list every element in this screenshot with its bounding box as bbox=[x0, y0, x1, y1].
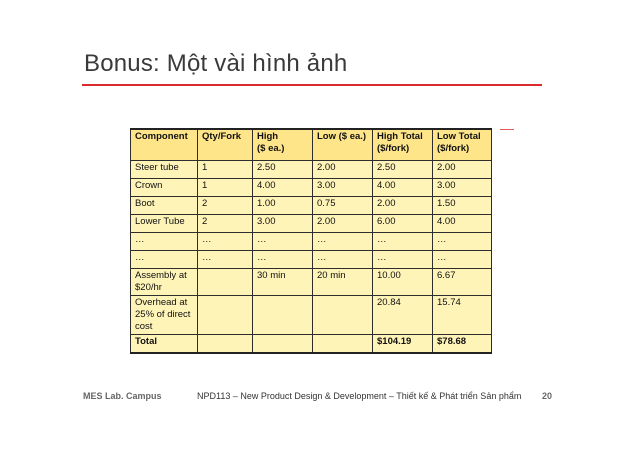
table-cell: 0.75 bbox=[313, 197, 373, 215]
table-row bbox=[131, 197, 492, 215]
table-header-row bbox=[131, 129, 492, 161]
table-cell: 3.00 bbox=[253, 215, 313, 233]
table-cell: 4.00 bbox=[253, 179, 313, 197]
table-cell: … bbox=[373, 233, 433, 251]
table-cell bbox=[253, 335, 313, 354]
table-cell: 2 bbox=[198, 197, 253, 215]
table-cell: Lower Tube bbox=[131, 215, 198, 233]
table-cell bbox=[198, 335, 253, 354]
table-row bbox=[131, 296, 492, 335]
title-divider bbox=[82, 84, 542, 86]
table-cell: 20 min bbox=[313, 269, 373, 296]
table-cell: … bbox=[198, 233, 253, 251]
table-row bbox=[131, 161, 492, 179]
table-cell: Boot bbox=[131, 197, 198, 215]
table-cell: 1 bbox=[198, 161, 253, 179]
header-high: High ($ ea.) bbox=[253, 129, 313, 161]
table-cell: Steer tube bbox=[131, 161, 198, 179]
table-cell: 30 min bbox=[253, 269, 313, 296]
table-cell: $78.68 bbox=[433, 335, 492, 354]
table-cell: Assembly at $20/hr bbox=[131, 269, 198, 296]
table-cell: 2.50 bbox=[253, 161, 313, 179]
footer-lab-name: MES Lab. Campus bbox=[83, 391, 162, 401]
table-cell: 4.00 bbox=[433, 215, 492, 233]
table-row bbox=[131, 179, 492, 197]
header-low: Low ($ ea.) bbox=[313, 129, 373, 161]
header-component: Component bbox=[131, 129, 198, 161]
table-cell: 10.00 bbox=[373, 269, 433, 296]
table-row bbox=[131, 251, 492, 269]
table-cell: … bbox=[313, 251, 373, 269]
table-cell: 3.00 bbox=[433, 179, 492, 197]
table-cell bbox=[198, 296, 253, 335]
table-row bbox=[131, 269, 492, 296]
table-row bbox=[131, 215, 492, 233]
table-cell: 2.00 bbox=[313, 215, 373, 233]
table-cell bbox=[313, 335, 373, 354]
table-accent-line bbox=[500, 129, 514, 130]
table-cell: 2.50 bbox=[373, 161, 433, 179]
table-cell: 15.74 bbox=[433, 296, 492, 335]
table-cell: 2.00 bbox=[313, 161, 373, 179]
table-cell: $104.19 bbox=[373, 335, 433, 354]
table-cell: Crown bbox=[131, 179, 198, 197]
table-cell: … bbox=[131, 251, 198, 269]
table-cell: 1.00 bbox=[253, 197, 313, 215]
table-cell: … bbox=[253, 233, 313, 251]
table-cell: 4.00 bbox=[373, 179, 433, 197]
table-cell: 2.00 bbox=[433, 161, 492, 179]
table-cell: 6.67 bbox=[433, 269, 492, 296]
table-cell: … bbox=[131, 233, 198, 251]
table-cell: … bbox=[433, 233, 492, 251]
header-high-total: High Total ($/fork) bbox=[373, 129, 433, 161]
table-cell: 2 bbox=[198, 215, 253, 233]
table-row bbox=[131, 233, 492, 251]
table-cell: … bbox=[373, 251, 433, 269]
table-cell: … bbox=[313, 233, 373, 251]
table-total-row bbox=[131, 335, 492, 354]
table-cell: … bbox=[198, 251, 253, 269]
cost-table bbox=[130, 128, 492, 354]
footer-course-title: NPD113 – New Product Design & Development – Thiết kế & Phát triển Sản phẩm bbox=[197, 391, 522, 401]
table-cell: 20.84 bbox=[373, 296, 433, 335]
header-qty-fork: Qty/Fork bbox=[198, 129, 253, 161]
table-cell: … bbox=[253, 251, 313, 269]
table-cell: Total bbox=[131, 335, 198, 354]
table-cell: 3.00 bbox=[313, 179, 373, 197]
table-cell: 1.50 bbox=[433, 197, 492, 215]
table-cell: 2.00 bbox=[373, 197, 433, 215]
table-cell bbox=[253, 296, 313, 335]
table-cell: 6.00 bbox=[373, 215, 433, 233]
table-cell: 1 bbox=[198, 179, 253, 197]
slide-title: Bonus: Một vài hình ảnh bbox=[84, 50, 348, 77]
page-number: 20 bbox=[542, 391, 553, 401]
table-cell bbox=[198, 269, 253, 296]
header-low-total: Low Total ($/fork) bbox=[433, 129, 492, 161]
table-cell: Overhead at 25% of direct cost bbox=[131, 296, 198, 335]
table-cell: … bbox=[433, 251, 492, 269]
table-cell bbox=[313, 296, 373, 335]
